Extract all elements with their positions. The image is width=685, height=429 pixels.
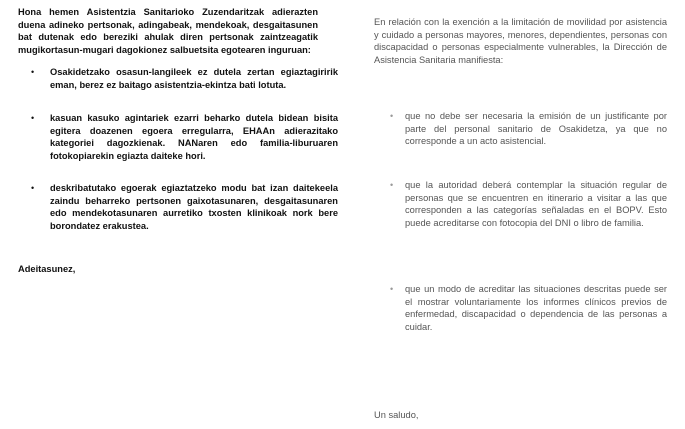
- basque-bullet-text-3: deskribatutako egoerak egiaztatzeko modu bat izan daitekeela zaindu beharreko pertsonen gaixotasunaren, desgaitasunaren edo mendekotasunaren aurretiko txosten klinikoak nork bere borondatez erakustea.: [50, 183, 338, 231]
- spanish-closing: Un saludo,: [374, 410, 419, 420]
- bullet-icon: •: [31, 183, 35, 193]
- spanish-bullet-text-2: que la autoridad deberá contemplar la situación regular de personas que se encuentren en itinerario a visitar a las que corresponden a las categorías señaladas en el BOPV. Esto puede acreditarse con fotocopia del DNI o libro de familia.: [405, 180, 667, 228]
- bullet-icon: •: [31, 67, 35, 77]
- basque-intro: Hona hemen Asistentzia Sanitarioko Zuzendaritzak adierazten duena adineko pertsonak, adingabeak, mendekoak, desgaitasunen bat dutenak edo bereziki ahulak diren pertsonak zaintzeagatik mugikortasun-mugari dagokionez salbuetsita egotearen inguruan:: [18, 7, 318, 55]
- spanish-bullet-text-3: que un modo de acreditar las situaciones descritas puede ser el mostrar voluntariamente los informes clínicos previos de enfermedad, discapacidad o dependencia de las personas a cuidar.: [405, 284, 667, 332]
- spanish-intro: En relación con la exención a la limitación de movilidad por asistencia y cuidado a personas mayores, menores, dependientes, personas con discapacidad o personas especialmente vulnerables, la Dirección de Asistencia Sanitaria manifiesta:: [374, 17, 667, 65]
- basque-closing: Adeitasunez,: [18, 264, 76, 274]
- spanish-bullet-text-1: que no debe ser necesaria la emisión de un justificante por parte del personal sanitario de Osakidetza, ya que no corresponde a un acto asistencial.: [405, 111, 667, 147]
- bullet-icon: •: [390, 111, 394, 121]
- bullet-icon: •: [31, 113, 35, 123]
- bullet-icon: •: [390, 284, 394, 294]
- basque-bullet-text-1: Osakidetzako osasun-langileek ez dutela zertan egiaztagiririk eman, berez ez baitago asistentzia-ekintza bati lotuta.: [50, 67, 338, 90]
- bullet-icon: •: [390, 180, 394, 190]
- basque-bullet-text-2: kasuan kasuko agintariek ezarri beharko dutela bidean bisita egitera doazenen egoera erregularra, EHAAn adierazitako kategoriei dagozkienak. NANaren edo familia-liburuaren fotokopiarekin egiazta daiteke hori.: [50, 113, 338, 161]
